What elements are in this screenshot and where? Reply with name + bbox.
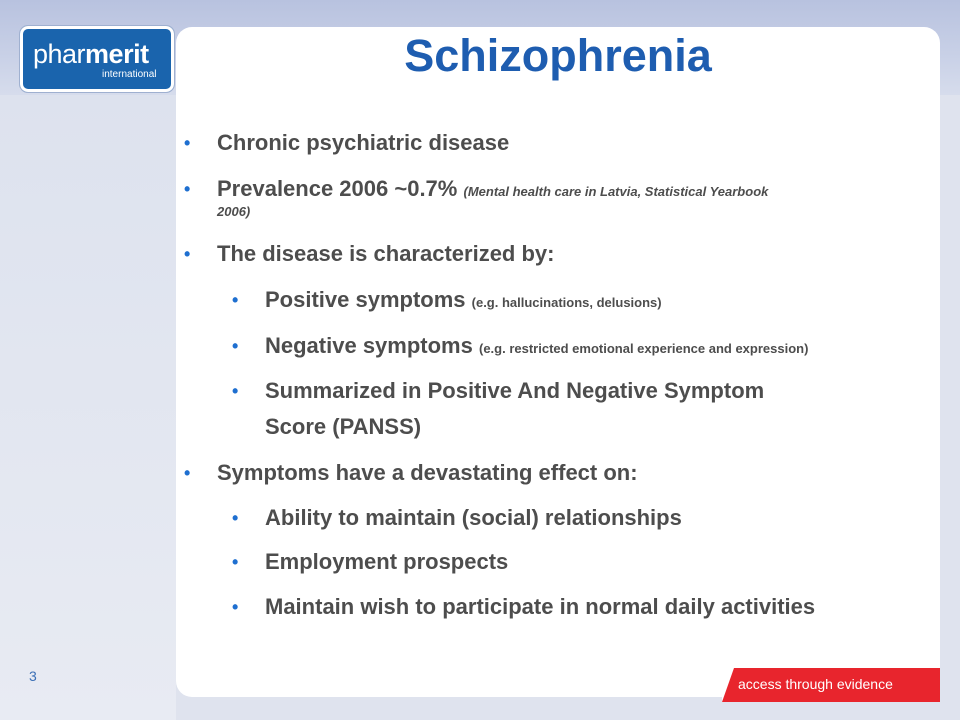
logo-wordmark-part1: phar	[33, 39, 86, 69]
bullet-text: Employment prospects	[265, 549, 509, 574]
bullet-dot-icon: •	[232, 508, 239, 528]
slide-title: Schizophrenia	[404, 30, 712, 81]
page-number: 3	[29, 668, 37, 684]
bullet-text: Maintain wish to participate in normal daily activities	[265, 594, 816, 619]
bullet-dot-icon: •	[184, 463, 191, 483]
bullet-dot-icon: •	[184, 133, 191, 153]
bullet-text: Summarized in Positive And Negative Symptom	[265, 378, 765, 403]
bullet-text: Ability to maintain (social) relationships	[265, 505, 682, 530]
pharmerit-logo	[20, 26, 174, 92]
bullet-dot-icon: •	[232, 336, 239, 356]
sidebar-band	[0, 95, 176, 720]
bullet-dot-icon: •	[232, 290, 239, 310]
bullet-text: Prevalence 2006 ~0.7%	[217, 176, 458, 201]
logo-wordmark	[33, 39, 149, 70]
bullet-note: (e.g. hallucinations, delusions)	[471, 295, 662, 310]
bullet-text: The disease is characterized by:	[217, 241, 555, 266]
bullet-text: Positive symptoms	[265, 287, 466, 312]
bullet-dot-icon: •	[232, 381, 239, 401]
bullet-citation: (Mental health care in Latvia, Statistical Yearbook	[463, 184, 769, 199]
logo-subtitle: international	[102, 69, 157, 80]
logo-wordmark-part2: merit	[85, 39, 149, 69]
bullet-note: (e.g. restricted emotional experience and expression)	[478, 341, 809, 356]
bullet-dot-icon: •	[232, 552, 239, 572]
tagline-banner	[722, 668, 940, 702]
bullet-citation-cont: 2006)	[217, 204, 251, 219]
bullet-dot-icon: •	[184, 244, 191, 264]
tagline-text: access through evidence	[738, 676, 893, 692]
bullet-dot-icon: •	[232, 597, 239, 617]
bullet-text-cont: Score (PANSS)	[265, 414, 422, 439]
bullet-dot-icon: •	[184, 179, 191, 199]
bullet-text: Symptoms have a devastating effect on:	[217, 460, 638, 485]
bullet-text: Chronic psychiatric disease	[217, 130, 510, 155]
bullet-text: Negative symptoms	[265, 333, 473, 358]
